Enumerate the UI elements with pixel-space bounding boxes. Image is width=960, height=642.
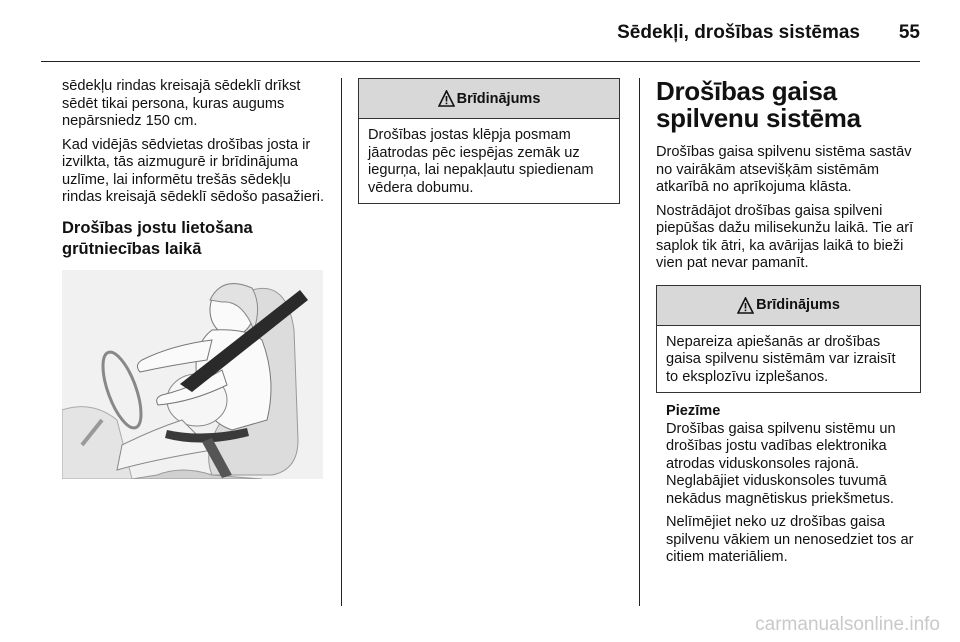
paragraph: sēdekļu rindas kreisajā sēdeklī drīkst sēdēt tikai persona, kuras augums nepārsniedz 150 cm. (62, 78, 301, 129)
note-title: Piezīme (666, 403, 721, 419)
watermark: carmanualsonline.info (755, 614, 940, 635)
warning-box (358, 78, 620, 204)
warning-text: Nepareiza apiešanās ar drošības gaisa spilvenu sistēmām var izraisīt to eksplozīvu izplešanos. (666, 333, 896, 385)
column-right (656, 78, 921, 573)
warning-title: Brīdinājums (456, 90, 541, 107)
warning-text: Drošības jostas klēpja posmam jāatrodas pēc iespējas zemāk uz iegurņa, lai nepakļautu spiedienam vēdera dobumu. (368, 127, 594, 196)
column-left (62, 78, 330, 479)
header-title: Sēdekļi, drošības sistēmas (617, 22, 860, 43)
section-heading: Drošības jostu lietošana grūtniecības laikā (62, 218, 253, 258)
paragraph: Drošības gaisa spilvenu sistēma sastāv no vairākām atsevišķām sistēmām atkarībā no aprīkojuma klāsta. (656, 144, 912, 195)
section-title: Drošības gaisa spilvenu sistēma (656, 76, 861, 133)
header-divider (41, 61, 920, 62)
column-divider (341, 78, 342, 606)
warning-title: Brīdinājums (756, 297, 840, 313)
warning-box (656, 285, 921, 394)
page-header (0, 0, 960, 60)
warning-triangle-icon (737, 297, 754, 314)
warning-header (657, 286, 920, 326)
note-paragraph: Drošības gaisa spilvenu sistēmu un drošības jostu vadības elektronika atrodas viduskonsoles rajonā. Neglabājiet viduskonsoles tuvumā nekādus magnētiskus priekšmetus. (666, 420, 896, 507)
warning-triangle-icon (438, 90, 455, 107)
column-middle (358, 78, 620, 204)
paragraph: Kad vidējās sēdvietas drošības josta ir izvilkta, tās aizmugurē ir brīdinājuma uzlīme, lai informētu trešās sēdekļu rindas kreisajā sēdeklī sēdošo pasažieri. (62, 136, 325, 205)
column-divider (639, 78, 640, 606)
pregnant-woman-seatbelt-illustration (62, 270, 323, 479)
page-number: 55 (898, 22, 920, 43)
warning-header (359, 79, 619, 119)
note-paragraph: Nelīmējiet neko uz drošības gaisa spilvenu vākiem un nenosedziet tos ar citiem materiāliem. (666, 514, 914, 565)
paragraph: Nostrādājot drošības gaisa spilveni piepūšas dažu milisekunžu laikā. Tie arī saplok tik ātri, ka avārijas laikā to bieži vien pat nevar pamanīt. (656, 202, 914, 271)
note-block (656, 403, 921, 567)
